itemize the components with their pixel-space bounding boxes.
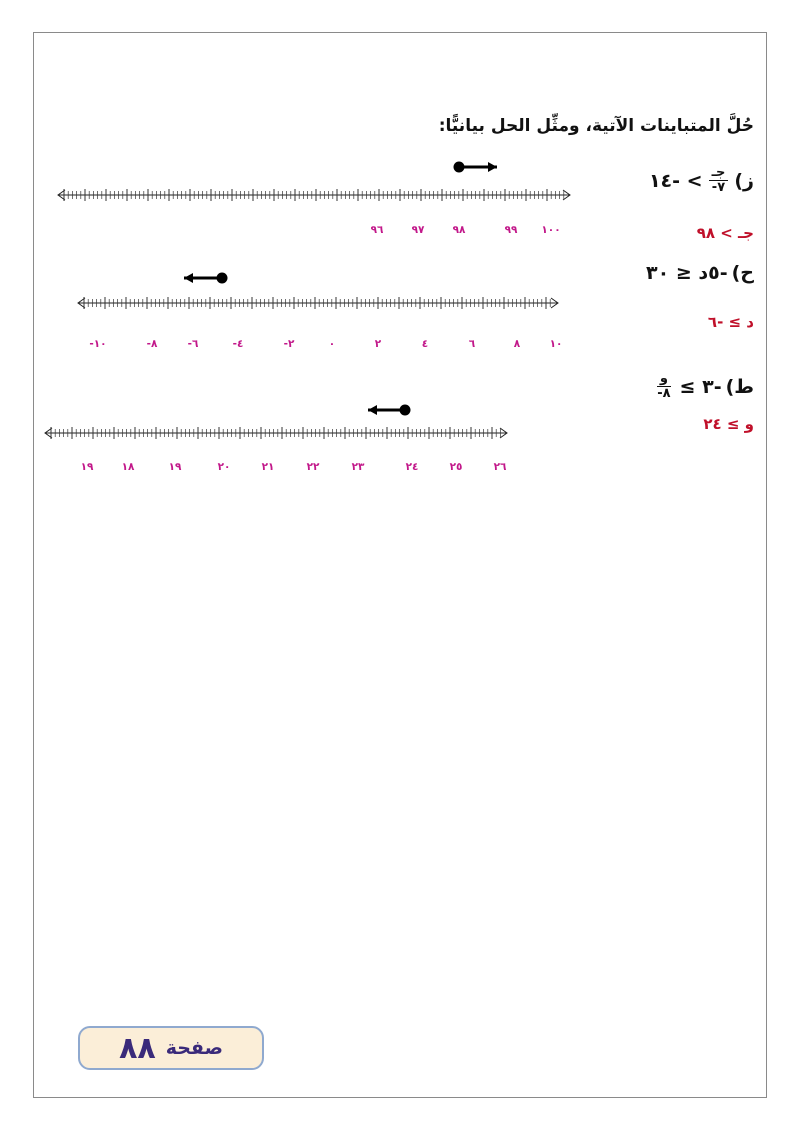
tick-label: ٢١ (261, 461, 275, 473)
number-line-h (78, 273, 562, 351)
solution-arrowhead (184, 273, 193, 283)
problem-label: ز) (734, 169, 754, 192)
tick-label: -٨ (146, 338, 158, 350)
tick-label: -٢ (283, 338, 295, 350)
tick-label: ٢٥ (449, 461, 463, 473)
page-title: حُلَّ المتباينات الآتية، ومثِّل الحل بيانيًّا: (438, 116, 754, 136)
inequality-left: -٣ ≥ (679, 375, 722, 398)
tick-label: ٢٦ (493, 461, 507, 473)
tick-label: ١٨ (121, 461, 135, 473)
solution-arrowhead (488, 162, 497, 172)
tick-label: ١٠٠ (541, 224, 561, 236)
tick-label: ٦ (468, 338, 476, 350)
page-number: ٨٨ (119, 1030, 156, 1066)
tick-label: ٢ (374, 338, 382, 350)
page-number-box (78, 1026, 264, 1070)
tick-label: ١٩ (80, 461, 94, 473)
answer-z: جـ > ٩٨ (696, 224, 754, 242)
inequality-expr: -٥د ≤ ٣٠ (646, 262, 728, 284)
tick-label: ٢٢ (306, 461, 320, 473)
tick-label: ٢٤ (405, 461, 419, 473)
tick-label: -٦ (187, 338, 199, 350)
tick-label: ٢٠ (217, 461, 231, 473)
inequality-rest: > -١٤ (648, 169, 703, 192)
closed-endpoint-dot (400, 405, 411, 416)
answer-h: د ≥ -٦ (707, 313, 754, 331)
closed-endpoint-dot (217, 273, 228, 284)
tick-label: ٩٨ (452, 224, 466, 236)
solution-arrowhead (368, 405, 377, 415)
number-line-z (58, 162, 570, 237)
tick-label: ٩٦ (370, 224, 384, 236)
page-label: صفحة (165, 1037, 223, 1059)
fraction-numerator: و (657, 372, 671, 387)
fraction-denominator: ٨- (657, 386, 671, 402)
tick-label: ٢٣ (351, 461, 365, 473)
tick-label: ٠ (328, 338, 336, 350)
tick-label: ١٠ (549, 338, 563, 350)
problem-label: ح) (731, 262, 754, 284)
tick-label: ٨ (513, 338, 521, 350)
problem-label: ط) (725, 375, 754, 398)
tick-label: ١٩ (168, 461, 182, 473)
answer-t: و ≥ ٢٤ (703, 415, 754, 433)
tick-label: -٤ (232, 338, 244, 350)
closed-endpoint-dot (454, 162, 465, 173)
fraction-denominator: ٧- (711, 180, 726, 196)
tick-label: -١٠ (89, 338, 107, 350)
tick-label: ٩٧ (411, 224, 425, 236)
tick-label: ٤ (421, 338, 429, 350)
fraction-numerator: جـ (709, 166, 729, 181)
tick-label: ٩٩ (504, 224, 518, 236)
number-lines (0, 0, 800, 500)
number-line-t (45, 405, 507, 474)
